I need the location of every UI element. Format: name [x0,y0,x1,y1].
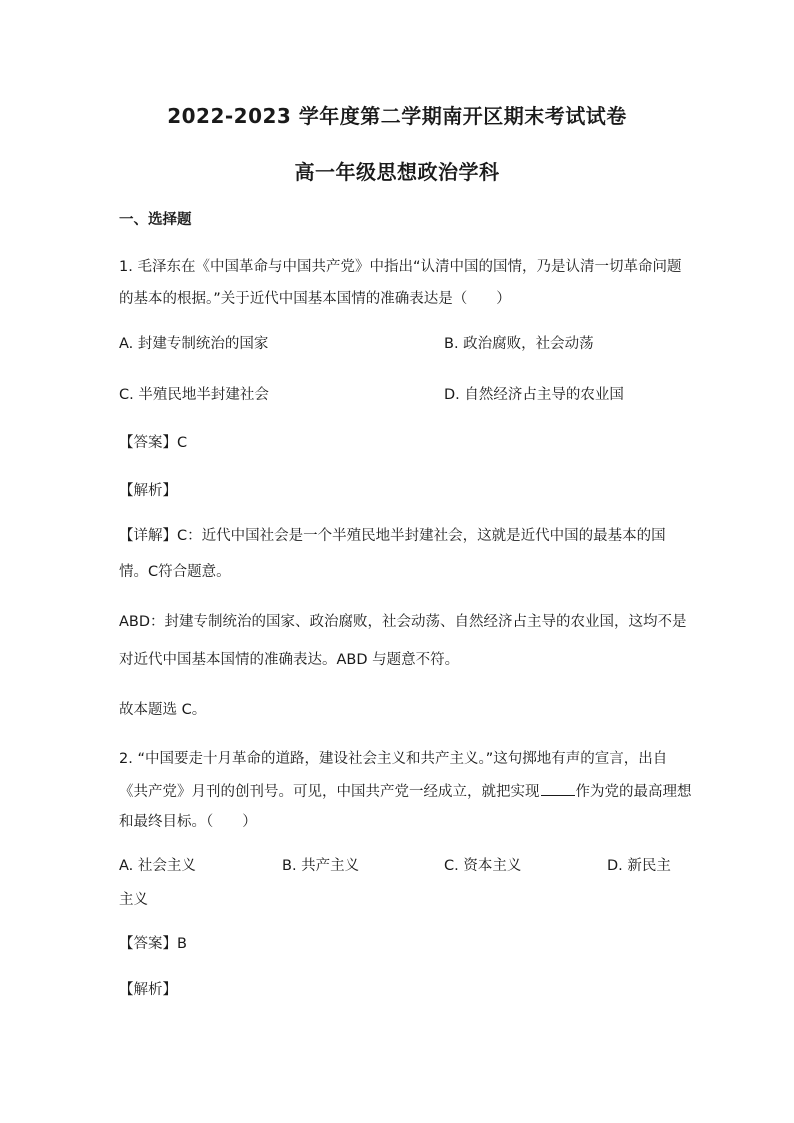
q2-stem-line2 [119,780,692,801]
q1-conclusion: 故本题选 C。 [119,702,207,718]
q2-stem-line1: 2. “中国要走十月革命的道路，建设社会主义和共产主义。”这句掷地有声的宣言，出自 [119,751,668,767]
q1-answer: 【答案】C [119,435,188,451]
q2-option-a: A. 社会主义 [119,858,196,874]
q2-answer: 【答案】B [119,936,187,952]
q1-detail-line2: 情。C符合题意。 [119,564,231,580]
q1-option-c: C. 半殖民地半封建社会 [119,387,269,403]
q1-option-d: D. 自然经济占主导的农业国 [444,387,624,403]
q2-option-c: C. 资本主义 [444,858,522,874]
q1-option-a: A. 封建专制统治的国家 [119,336,269,352]
q2-option-b: B. 共产主义 [282,858,360,874]
q2-stem-line3: 和最终目标。（ ） [119,814,257,830]
q2-option-d: D. 新民主 [607,858,671,874]
section-heading: 一、选择题 [119,212,192,228]
q1-abd-line1: ABD：封建专制统治的国家、政治腐败，社会动荡、自然经济占主导的农业国，这均不是 [119,614,687,630]
exam-subtitle: 高一年级思想政治学科 [294,160,500,184]
q2-stem-line2-after: 作为党的最高理想 [575,784,692,800]
q2-stem-line2-before: 《共产党》月刊的创刊号。可见，中国共产党一经成立，就把实现 [119,784,540,800]
q1-stem-line1: 1. 毛泽东在《中国革命与中国共产党》中指出“认清中国的国情，乃是认清一切革命问题 [119,259,682,275]
q1-detail-line1: 【详解】C：近代中国社会是一个半殖民地半封建社会，这就是近代中国的最基本的国 [119,528,666,544]
q2-fill-blank [541,783,575,796]
q1-analysis-label: 【解析】 [119,483,177,499]
q1-stem-line2: 的基本的根据。”关于近代中国基本国情的准确表达是（ ） [119,291,511,307]
exam-title: 2022-2023 学年度第二学期南开区期末考试试卷 [167,104,627,128]
q2-analysis-label: 【解析】 [119,982,177,998]
q2-option-d-wrap: 主义 [119,892,148,908]
q1-option-b: B. 政治腐败，社会动荡 [444,336,594,352]
q1-abd-line2: 对近代中国基本国情的准确表达。ABD 与题意不符。 [119,652,460,668]
